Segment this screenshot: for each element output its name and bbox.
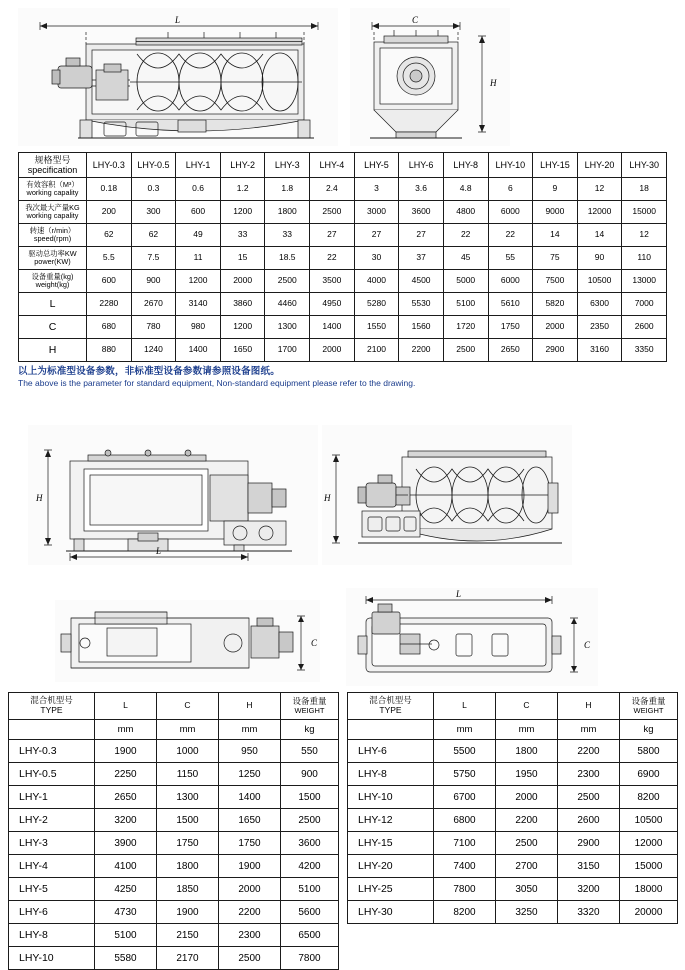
table-row: [9, 763, 339, 786]
dimension-value-cell: 1500: [157, 809, 219, 832]
spec-table-cell: 3000: [354, 201, 399, 224]
table-row: [348, 809, 678, 832]
spec-table-cell: 1300: [265, 316, 310, 339]
spec-table-cell: 3160: [577, 339, 622, 362]
dimension-type-cell: LHY-2: [9, 809, 95, 832]
note-chinese: 以上为标准型设备参数，非标准型设备参数请参照设备图纸。: [18, 366, 280, 377]
dimension-type-cell: LHY-20: [348, 855, 434, 878]
spec-table-cell: 1700: [265, 339, 310, 362]
spec-row-header: H: [19, 339, 87, 362]
spec-table-cell: 2.4: [310, 178, 355, 201]
dimension-value-cell: 6900: [620, 763, 678, 786]
spec-model-header: LHY-10: [488, 153, 533, 178]
dimension-unit-cell: kg: [281, 720, 339, 740]
dimension-table-right-container: [347, 692, 677, 924]
dimension-value-cell: 1750: [157, 832, 219, 855]
table-row: [9, 947, 339, 970]
table-row: [9, 786, 339, 809]
spec-table-cell: 1750: [488, 316, 533, 339]
spec-table-cell: 2000: [533, 316, 578, 339]
spec-table-row: [19, 224, 667, 247]
dimension-value-cell: 1150: [157, 763, 219, 786]
spec-table-row: [19, 339, 667, 362]
table-row: [9, 855, 339, 878]
dimension-type-cell: LHY-6: [348, 740, 434, 763]
dimension-value-cell: 2200: [558, 740, 620, 763]
dimension-value-cell: 1900: [95, 740, 157, 763]
dimension-value-cell: 1900: [157, 901, 219, 924]
dimension-header-cell: 混合机型号 TYPE: [9, 693, 95, 720]
spec-table-cell: 33: [265, 224, 310, 247]
low-right-svg: [346, 588, 598, 686]
dimension-value-cell: 3150: [558, 855, 620, 878]
dimension-value-cell: 2170: [157, 947, 219, 970]
dimension-value-cell: 2500: [558, 786, 620, 809]
spec-table-cell: 4950: [310, 293, 355, 316]
spec-table-cell: 2500: [265, 270, 310, 293]
spec-row-header: 转速（r/min） speed(rpm): [19, 224, 87, 247]
spec-table-cell: 49: [176, 224, 221, 247]
spec-table-cell: 1200: [220, 201, 265, 224]
dimension-label-C-low-left: C: [311, 638, 318, 648]
table-row: [9, 901, 339, 924]
dimension-label-L-low-right: L: [456, 589, 462, 599]
dimension-unit-cell: [9, 720, 95, 740]
spec-table-cell: 18: [622, 178, 667, 201]
spec-table-cell: 5000: [443, 270, 488, 293]
dimension-value-cell: 2500: [281, 809, 339, 832]
dimension-value-cell: 3200: [558, 878, 620, 901]
spec-table-cell: 1240: [131, 339, 176, 362]
dimension-value-cell: 1850: [157, 878, 219, 901]
dimension-value-cell: 5100: [281, 878, 339, 901]
spec-table-row: [19, 247, 667, 270]
dimension-value-cell: 1800: [157, 855, 219, 878]
dimension-type-cell: LHY-12: [348, 809, 434, 832]
drawing-mid-left-front-view: [28, 425, 318, 565]
dimension-value-cell: 1500: [281, 786, 339, 809]
table-row: [9, 878, 339, 901]
spec-table-cell: 22: [488, 224, 533, 247]
dimension-value-cell: 12000: [620, 832, 678, 855]
spec-table-cell: 15000: [622, 201, 667, 224]
spec-table-cell: 2500: [443, 339, 488, 362]
dimension-table-left-container: [8, 692, 338, 970]
spec-table-cell: 3140: [176, 293, 221, 316]
dimension-unit-cell: mm: [95, 720, 157, 740]
dimension-header-cell: L: [434, 693, 496, 720]
spec-table-cell: 55: [488, 247, 533, 270]
spec-table-cell: 6000: [488, 201, 533, 224]
spec-row-header: 有效容积（M³） working capality: [19, 178, 87, 201]
dimension-unit-row: [348, 720, 678, 740]
dimension-type-cell: LHY-10: [9, 947, 95, 970]
dimension-value-cell: 7800: [281, 947, 339, 970]
dimension-type-cell: LHY-25: [348, 878, 434, 901]
dimension-type-cell: LHY-15: [348, 832, 434, 855]
dimension-value-cell: 2600: [558, 809, 620, 832]
spec-table-cell: 33: [220, 224, 265, 247]
spec-table-cell: 1400: [176, 339, 221, 362]
spec-table-cell: 3500: [310, 270, 355, 293]
spec-table-cell: 2600: [622, 316, 667, 339]
spec-table-row: [19, 178, 667, 201]
spec-table-cell: 7000: [622, 293, 667, 316]
dimension-value-cell: 6700: [434, 786, 496, 809]
dimension-header-cell: 设备重量 WEIGHT: [281, 693, 339, 720]
spec-table-cell: 62: [131, 224, 176, 247]
spec-table-cell: 3.6: [399, 178, 444, 201]
spec-table-cell: 3600: [399, 201, 444, 224]
dimension-type-cell: LHY-6: [9, 901, 95, 924]
front-view-svg: [18, 8, 338, 146]
spec-table-cell: 11: [176, 247, 221, 270]
dimension-type-cell: LHY-10: [348, 786, 434, 809]
dimension-value-cell: 2300: [219, 924, 281, 947]
dimension-value-cell: 1750: [219, 832, 281, 855]
drawing-top-front-view: [18, 8, 338, 146]
spec-table-cell: 5100: [443, 293, 488, 316]
spec-table-cell: 4800: [443, 201, 488, 224]
spec-table-cell: 2650: [488, 339, 533, 362]
dimension-unit-cell: mm: [219, 720, 281, 740]
spec-table-cell: 2000: [220, 270, 265, 293]
dimension-value-cell: 1650: [219, 809, 281, 832]
spec-table-cell: 880: [87, 339, 132, 362]
dimension-value-cell: 5800: [620, 740, 678, 763]
dimension-value-cell: 900: [281, 763, 339, 786]
dimension-table-left: [8, 692, 339, 970]
spec-model-header: LHY-1: [176, 153, 221, 178]
table-row: [348, 855, 678, 878]
spec-table-cell: 13000: [622, 270, 667, 293]
spec-table-cell: 980: [176, 316, 221, 339]
dimension-value-cell: 8200: [434, 901, 496, 924]
spec-model-header: LHY-8: [443, 153, 488, 178]
spec-table-cell: 600: [176, 201, 221, 224]
spec-table-cell: 5820: [533, 293, 578, 316]
spec-model-header: LHY-5: [354, 153, 399, 178]
dimension-value-cell: 4730: [95, 901, 157, 924]
spec-table-cell: 5.5: [87, 247, 132, 270]
dimension-value-cell: 1800: [496, 740, 558, 763]
dimension-value-cell: 2250: [95, 763, 157, 786]
spec-model-header: LHY-3: [265, 153, 310, 178]
spec-model-header: LHY-30: [622, 153, 667, 178]
dimension-type-cell: LHY-30: [348, 901, 434, 924]
spec-table-cell: 7500: [533, 270, 578, 293]
spec-table-cell: 1200: [176, 270, 221, 293]
dimension-type-cell: LHY-0.5: [9, 763, 95, 786]
spec-table-cell: 1800: [265, 201, 310, 224]
spec-table-cell: 2350: [577, 316, 622, 339]
dimension-value-cell: 3250: [496, 901, 558, 924]
dimension-value-cell: 950: [219, 740, 281, 763]
dimension-value-cell: 4100: [95, 855, 157, 878]
dimension-value-cell: 1300: [157, 786, 219, 809]
spec-table-row: [19, 316, 667, 339]
spec-row-header: 我次最大产量KG working capality: [19, 201, 87, 224]
dimension-unit-cell: mm: [157, 720, 219, 740]
dimension-label-H-mid-right: H: [324, 493, 331, 503]
dimension-unit-cell: mm: [434, 720, 496, 740]
dimension-type-cell: LHY-1: [9, 786, 95, 809]
spec-table-cell: 22: [443, 224, 488, 247]
dimension-header-cell: C: [496, 693, 558, 720]
spec-table-cell: 6: [488, 178, 533, 201]
spec-table-cell: 1650: [220, 339, 265, 362]
spec-table-cell: 3860: [220, 293, 265, 316]
dimension-type-cell: LHY-8: [9, 924, 95, 947]
spec-table-cell: 1550: [354, 316, 399, 339]
dimension-value-cell: 2200: [496, 809, 558, 832]
dimension-unit-row: [9, 720, 339, 740]
dimension-value-cell: 5500: [434, 740, 496, 763]
spec-row-header: L: [19, 293, 87, 316]
spec-table-cell: 27: [399, 224, 444, 247]
spec-table-cell: 9000: [533, 201, 578, 224]
dimension-value-cell: 550: [281, 740, 339, 763]
dimension-type-cell: LHY-3: [9, 832, 95, 855]
table-row: [348, 901, 678, 924]
dimension-header-cell: H: [558, 693, 620, 720]
spec-table-row: [19, 201, 667, 224]
dimension-type-cell: LHY-0.3: [9, 740, 95, 763]
spec-table-cell: 110: [622, 247, 667, 270]
dimension-value-cell: 3200: [95, 809, 157, 832]
dimension-header-cell: 设备重量 WEIGHT: [620, 693, 678, 720]
spec-table-cell: 2200: [399, 339, 444, 362]
dimension-value-cell: 4200: [281, 855, 339, 878]
dimension-value-cell: 7400: [434, 855, 496, 878]
dimension-value-cell: 5580: [95, 947, 157, 970]
dimension-value-cell: 2900: [558, 832, 620, 855]
spec-model-header: LHY-4: [310, 153, 355, 178]
dimension-value-cell: 2000: [496, 786, 558, 809]
spec-table-cell: 2280: [87, 293, 132, 316]
note-english: The above is the parameter for standard equipment, Non-standard equipment please refer to the drawing.: [18, 378, 416, 388]
drawing-low-right-top-view: [346, 588, 598, 686]
spec-table-cell: 75: [533, 247, 578, 270]
dimension-value-cell: 15000: [620, 855, 678, 878]
spec-row-header: C: [19, 316, 87, 339]
spec-table-cell: 12000: [577, 201, 622, 224]
dimension-value-cell: 7100: [434, 832, 496, 855]
spec-table-cell: 4000: [354, 270, 399, 293]
drawing-low-left-top-view: [55, 600, 320, 682]
table-row: [348, 832, 678, 855]
spec-table-cell: 780: [131, 316, 176, 339]
spec-table-cell: 10500: [577, 270, 622, 293]
dimension-unit-cell: mm: [558, 720, 620, 740]
dimension-value-cell: 1000: [157, 740, 219, 763]
dimension-value-cell: 3600: [281, 832, 339, 855]
spec-table-cell: 9: [533, 178, 578, 201]
spec-model-header: LHY-15: [533, 153, 578, 178]
dimension-unit-cell: kg: [620, 720, 678, 740]
dimension-type-cell: LHY-8: [348, 763, 434, 786]
dimension-value-cell: 1950: [496, 763, 558, 786]
spec-model-header: LHY-0.3: [87, 153, 132, 178]
dimension-unit-cell: [348, 720, 434, 740]
spec-table-cell: 30: [354, 247, 399, 270]
spec-table-cell: 12: [622, 224, 667, 247]
spec-table-cell: 3350: [622, 339, 667, 362]
table-row: [9, 809, 339, 832]
spec-table-cell: 5280: [354, 293, 399, 316]
dimension-unit-cell: mm: [496, 720, 558, 740]
drawing-top-side-view: [350, 8, 510, 146]
spec-table-cell: 4.8: [443, 178, 488, 201]
dimension-header-cell: 混合机型号 TYPE: [348, 693, 434, 720]
table-row: [348, 740, 678, 763]
spec-table-cell: 1720: [443, 316, 488, 339]
dimension-value-cell: 2500: [219, 947, 281, 970]
spec-table-cell: 5610: [488, 293, 533, 316]
dimension-value-cell: 2300: [558, 763, 620, 786]
spec-table-cell: 22: [310, 247, 355, 270]
spec-model-header: LHY-20: [577, 153, 622, 178]
dimension-value-cell: 2500: [496, 832, 558, 855]
spec-table-cell: 1560: [399, 316, 444, 339]
spec-table-cell: 14: [533, 224, 578, 247]
low-left-svg: [55, 600, 320, 682]
dimension-value-cell: 6500: [281, 924, 339, 947]
table-row: [348, 786, 678, 809]
dimension-value-cell: 5100: [95, 924, 157, 947]
dimension-value-cell: 2650: [95, 786, 157, 809]
spec-table-cell: 600: [87, 270, 132, 293]
dimension-label-C-low-right: C: [584, 640, 591, 650]
dimension-value-cell: 6800: [434, 809, 496, 832]
dimension-header-row: [348, 693, 678, 720]
dimension-value-cell: 1900: [219, 855, 281, 878]
specification-table-container: [18, 152, 667, 362]
spec-table-cell: 6000: [488, 270, 533, 293]
table-row: [9, 740, 339, 763]
spec-table-cell: 2000: [310, 339, 355, 362]
dimension-value-cell: 2700: [496, 855, 558, 878]
spec-table-cell: 900: [131, 270, 176, 293]
dimension-value-cell: 5750: [434, 763, 496, 786]
dimension-table-left-body: [9, 693, 339, 970]
spec-table-cell: 1200: [220, 316, 265, 339]
spec-row-header: 规格型号 specification: [19, 153, 87, 178]
spec-row-header: 设备重量(kg) weight(kg): [19, 270, 87, 293]
spec-table-cell: 0.3: [131, 178, 176, 201]
dimension-header-cell: C: [157, 693, 219, 720]
spec-table-cell: 45: [443, 247, 488, 270]
dimension-header-row: [9, 693, 339, 720]
mid-left-svg: [28, 425, 318, 565]
spec-table-cell: 680: [87, 316, 132, 339]
dimension-label-H: H: [490, 78, 497, 88]
dimension-type-cell: LHY-4: [9, 855, 95, 878]
spec-table-cell: 7.5: [131, 247, 176, 270]
dimension-value-cell: 20000: [620, 901, 678, 924]
spec-table-cell: 1.8: [265, 178, 310, 201]
side-view-svg: [350, 8, 510, 146]
spec-table-cell: 4460: [265, 293, 310, 316]
spec-table-cell: 2500: [310, 201, 355, 224]
dimension-value-cell: 18000: [620, 878, 678, 901]
table-row: [9, 832, 339, 855]
dimension-header-cell: H: [219, 693, 281, 720]
spec-model-header: LHY-0.5: [131, 153, 176, 178]
dimension-value-cell: 10500: [620, 809, 678, 832]
dimension-value-cell: 3050: [496, 878, 558, 901]
dimension-table-right: [347, 692, 678, 924]
spec-header-row: [19, 153, 667, 178]
spec-table-cell: 1.2: [220, 178, 265, 201]
dimension-value-cell: 8200: [620, 786, 678, 809]
dimension-value-cell: 3320: [558, 901, 620, 924]
spec-table-row: [19, 270, 667, 293]
spec-table-cell: 14: [577, 224, 622, 247]
dimension-value-cell: 1400: [219, 786, 281, 809]
dimension-value-cell: 4250: [95, 878, 157, 901]
spec-table-cell: 300: [131, 201, 176, 224]
spec-table-cell: 15: [220, 247, 265, 270]
dimension-label-H-mid-left: H: [36, 493, 43, 503]
dimension-label-L: L: [175, 15, 181, 25]
dimension-header-cell: L: [95, 693, 157, 720]
spec-model-header: LHY-6: [399, 153, 444, 178]
spec-table-cell: 37: [399, 247, 444, 270]
dimension-value-cell: 2200: [219, 901, 281, 924]
spec-table-cell: 0.18: [87, 178, 132, 201]
dimension-value-cell: 5600: [281, 901, 339, 924]
spec-table-cell: 27: [354, 224, 399, 247]
spec-table-cell: 0.6: [176, 178, 221, 201]
spec-table-cell: 1400: [310, 316, 355, 339]
dimension-label-C: C: [412, 15, 419, 25]
dimension-value-cell: 2000: [219, 878, 281, 901]
spec-row-header: 驱动总功率KW power(KW): [19, 247, 87, 270]
dimension-type-cell: LHY-5: [9, 878, 95, 901]
dimension-value-cell: 7800: [434, 878, 496, 901]
specification-table: [18, 152, 667, 362]
dimension-value-cell: 1250: [219, 763, 281, 786]
spec-table-cell: 90: [577, 247, 622, 270]
spec-table-cell: 12: [577, 178, 622, 201]
dimension-value-cell: 3900: [95, 832, 157, 855]
spec-table-cell: 18.5: [265, 247, 310, 270]
spec-table-cell: 2100: [354, 339, 399, 362]
spec-table-cell: 62: [87, 224, 132, 247]
drawing-mid-right-section-view: [322, 425, 572, 565]
spec-table-cell: 5530: [399, 293, 444, 316]
spec-table-cell: 2900: [533, 339, 578, 362]
spec-table-cell: 200: [87, 201, 132, 224]
dimension-label-L-mid-left: L: [156, 546, 162, 556]
specification-table-body: [19, 153, 667, 362]
table-row: [348, 878, 678, 901]
spec-table-cell: 2670: [131, 293, 176, 316]
spec-table-row: [19, 293, 667, 316]
spec-table-cell: 6300: [577, 293, 622, 316]
dimension-value-cell: 2150: [157, 924, 219, 947]
spec-table-cell: 4500: [399, 270, 444, 293]
table-row: [9, 924, 339, 947]
spec-table-cell: 27: [310, 224, 355, 247]
spec-table-cell: 3: [354, 178, 399, 201]
mid-right-svg: [322, 425, 572, 565]
spec-model-header: LHY-2: [220, 153, 265, 178]
dimension-table-right-body: [348, 693, 678, 924]
table-row: [348, 763, 678, 786]
